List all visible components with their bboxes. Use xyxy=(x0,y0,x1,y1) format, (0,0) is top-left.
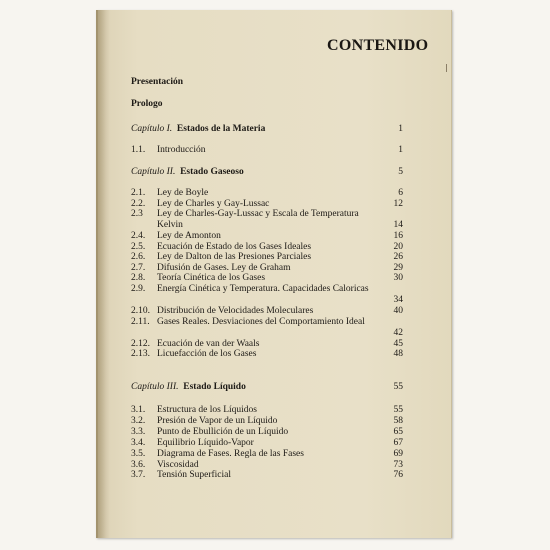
entry-number: 3.1. xyxy=(131,405,146,415)
entry-text: Presión de Vapor de un Líquido xyxy=(157,416,278,426)
entry-page: 16 xyxy=(393,231,403,241)
entry-number: 2.3 xyxy=(131,209,143,219)
entry-text: Difusión de Gases. Ley de Graham xyxy=(157,263,291,273)
entry-text: Energía Cinética y Temperatura. Capacidades Caloricas xyxy=(157,284,369,294)
entry-text: Ley de Charles y Gay-Lussac xyxy=(157,199,270,209)
chapter-label: Capítulo II. xyxy=(131,167,176,177)
entry-page: 6 xyxy=(398,188,403,198)
entry-number: 2.6. xyxy=(131,252,146,262)
entry-text: Distribución de Velocidades Moleculares xyxy=(157,306,314,316)
entry-number: 2.13. xyxy=(131,349,150,359)
entry-text: Licuefacción de los Gases xyxy=(157,349,257,359)
entry-text: Tensión Superficial xyxy=(157,470,231,480)
entry-page: 55 xyxy=(393,405,403,415)
entry-page: 65 xyxy=(393,427,403,437)
entry-page: 34 xyxy=(393,295,403,305)
chapter-page: 1 xyxy=(398,124,403,134)
entry-text: Equilibrio Líquido-Vapor xyxy=(157,438,254,448)
entry-number: 2.7. xyxy=(131,263,146,273)
entry-text: Teoría Cinética de los Gases xyxy=(157,273,266,283)
entry-number: 2.4. xyxy=(131,231,146,241)
entry-number: 2.11. xyxy=(131,317,150,327)
entry-text: Ley de Amonton xyxy=(157,231,221,241)
entry-page: 48 xyxy=(393,349,403,359)
entry-page: 12 xyxy=(393,199,403,209)
entry-text: Introducción xyxy=(157,145,206,155)
entry-text: Ecuación de van der Waals xyxy=(157,339,260,349)
entry-text: Ley de Dalton de las Presiones Parciales xyxy=(157,252,312,262)
page-title: CONTENIDO xyxy=(327,37,429,54)
entry-text: Estructura de los Líquidos xyxy=(157,405,257,415)
entry-number: 3.6. xyxy=(131,460,146,470)
entry-number: 2.1. xyxy=(131,188,146,198)
entry-page: 26 xyxy=(393,252,403,262)
entry-number: 3.3. xyxy=(131,427,146,437)
entry-number: 3.7. xyxy=(131,470,146,480)
entry-page: 76 xyxy=(393,470,403,480)
entry-number: 3.4. xyxy=(131,438,146,448)
entry-text: Ley de Boyle xyxy=(157,188,209,198)
toc-heading-text: Prologo xyxy=(131,99,163,109)
chapter-label: Capítulo I. xyxy=(131,124,173,134)
entry-number: 2.10. xyxy=(131,306,150,316)
entry-page: 45 xyxy=(393,339,403,349)
entry-number: 3.5. xyxy=(131,449,146,459)
entry-text: Gases Reales. Desviaciones del Comportamiento Ideal xyxy=(157,317,365,327)
entry-page: 69 xyxy=(393,449,403,459)
entry-page: 40 xyxy=(393,306,403,316)
chapter-page: 55 xyxy=(393,382,403,392)
entry-page: 42 xyxy=(393,328,403,338)
entry-page: 73 xyxy=(393,460,403,470)
chapter-label: Capítulo III. xyxy=(131,382,179,392)
entry-number: 2.5. xyxy=(131,242,146,252)
entry-text: Viscosidad xyxy=(157,460,199,470)
entry-number: 1.1. xyxy=(131,145,146,155)
entry-number: 2.12. xyxy=(131,339,150,349)
entry-number: 2.9. xyxy=(131,284,146,294)
entry-page: 14 xyxy=(393,220,403,230)
entry-page: 67 xyxy=(393,438,403,448)
entry-page: 20 xyxy=(393,242,403,252)
chapter-name: Estado Gaseoso xyxy=(180,167,244,177)
entry-page: 58 xyxy=(393,416,403,426)
entry-text: Ley de Charles-Gay-Lussac y Escala de Temperatura Kelvin xyxy=(157,209,359,230)
entry-number: 2.8. xyxy=(131,273,146,283)
entry-page: 30 xyxy=(393,273,403,283)
chapter-name: Estado Líquido xyxy=(183,382,246,392)
chapter-page: 5 xyxy=(398,167,403,177)
entry-page: 1 xyxy=(398,145,403,155)
entry-text: Punto de Ebullición de un Líquido xyxy=(157,427,289,437)
entry-text: Ecuación de Estado de los Gases Ideales xyxy=(157,242,312,252)
entry-number: 2.2. xyxy=(131,199,146,209)
entry-text: Diagrama de Fases. Regla de las Fases xyxy=(157,449,304,459)
entry-page: 29 xyxy=(393,263,403,273)
entry-number: 3.2. xyxy=(131,416,146,426)
toc-heading-text: Presentación xyxy=(131,77,184,87)
chapter-name: Estados de la Materia xyxy=(176,124,266,134)
